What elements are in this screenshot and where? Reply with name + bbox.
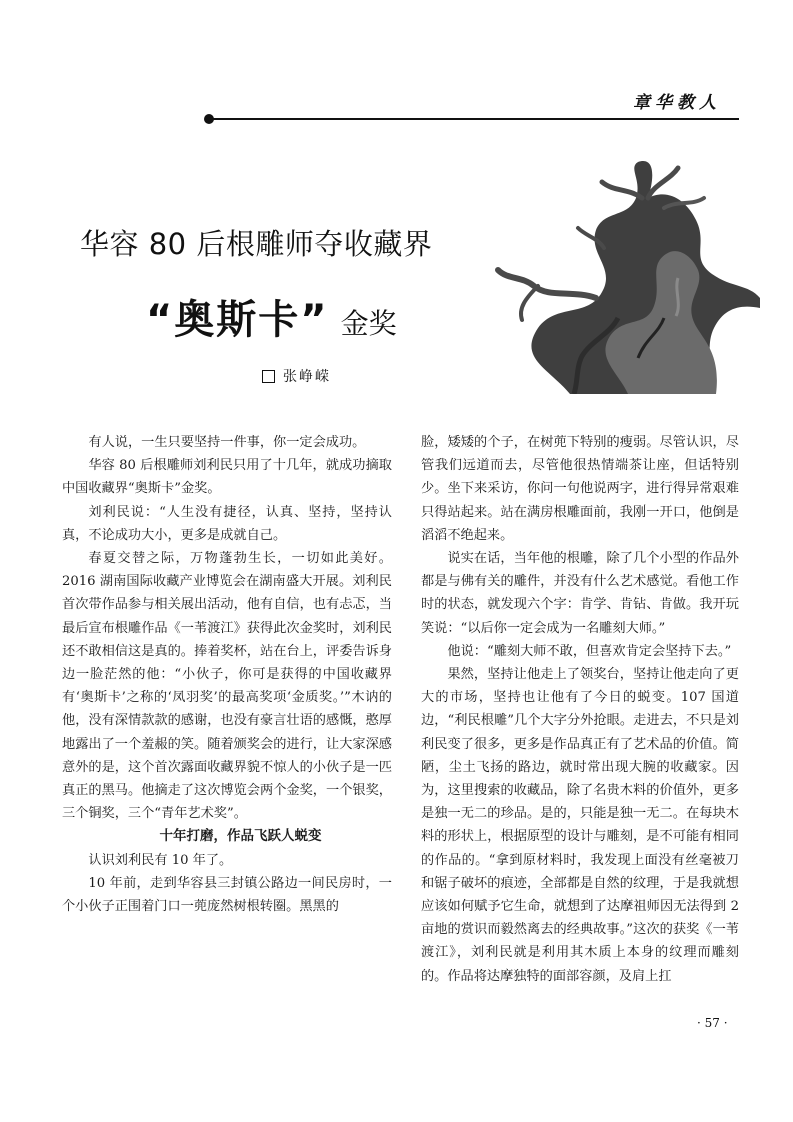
paragraph: 果然，坚持让他走上了领奖台，坚持让他走向了更大的市场，坚持也让他有了今日的蜕变。107 国道边，“利民根雕”几个大字分外抢眼。走进去，不只是刘利民变了很多，更多是作品真正有了艺术品的价值。简陋，尘土飞扬的路边，就时常出现大腕的收藏家。因为，这里搜索的收藏品，除了名贵木料的价值外，更多是独一无二的珍品。是的，只能是独一无二。在每块木料的形状上，根据原型的设计与雕刻，是不可能有相同的作品的。“拿到原材料时，我发现上面没有丝毫被刀和锯子破坏的痕迹，全部都是自然的纹理，于是我就想应该如何赋予它生命，就想到了达摩祖师因无法得到 2 亩地的赏识而毅然离去的经典故事。”这次的获奖《一苇渡江》，刘利民就是利用其木质上本身的纹理而雕刻的。作品将达摩独特的面部容颜，及肩上扛 <box>421 667 739 984</box>
body-column-left <box>62 431 392 918</box>
article-title-suffix: 金奖 <box>340 307 397 340</box>
article-title-line2 <box>146 288 397 345</box>
byline <box>262 366 331 386</box>
body-column-right <box>421 431 739 988</box>
author-name: 张峥嵘 <box>283 369 331 385</box>
paragraph-continuation: 脸，矮矮的个子，在树蔸下特别的瘦弱。尽管认识，尽管我们远道而去，尽管他很热情端茶让座，但话特别少。坐下来采访，你问一句他说两字，进行得异常艰难只得站起来。站在满房根雕面前，我刚一开口，他倒是滔滔不绝起来。 <box>421 435 739 543</box>
square-outline-icon <box>262 370 275 383</box>
paragraph: 认识刘利民有 10 年了。 <box>88 852 233 868</box>
root-carving-photo <box>478 158 760 394</box>
section-title: 章华教人 <box>633 93 721 113</box>
paragraph: 刘利民说：“人生没有捷径，认真、坚持，坚持认真，不论成功大小，更多是成就自己。 <box>62 504 392 543</box>
page-number: · 57 · <box>697 1016 728 1030</box>
paragraph: 春夏交替之际，万物蓬勃生长，一切如此美好。2016 湖南国际收藏产业博览会在湖南盛大开展。刘利民首次带作品参与相关展出活动，他有自信，也有忐忑，当最后宣布根雕作品《一苇渡江》获得此次金奖时，刘利民还不敢相信这是真的。捧着奖杯，站在台上，评委告诉身边一脸茫然的他：“小伙子，你可是获得的中国收藏界有‘奥斯卡’之称的‘凤羽奖’的最高奖项‘金质奖。’”木讷的他，没有深情款款的感谢，也没有豪言壮语的感慨，憨厚地露出了一个羞赧的笑。随着颁奖会的进行，让大家深感意外的是，这个首次露面收藏界貌不惊人的小伙子是一匹真正的黑马。他摘走了这次博览会两个金奖，一个银奖，三个铜奖，三个“青年艺术奖”。 <box>62 551 392 822</box>
article-title-highlight: “奥斯卡” <box>146 297 329 343</box>
article-title-line1: 华容 80 后根雕师夺收藏界 <box>80 227 433 261</box>
paragraph: 华容 80 后根雕师刘利民只用了十几年，就成功摘取中国收藏界“奥斯卡”金奖。 <box>62 458 392 497</box>
paragraph: 说实在话，当年他的根雕，除了几个小型的作品外都是与佛有关的雕件，并没有什么艺术感觉。看他工作时的状态，就发现六个字：肯学、肯钻、肯做。我开玩笑说：“以后你一定会成为一名雕刻大师。” <box>421 551 739 636</box>
paragraph: 有人说，一生只要坚持一件事，你一定会成功。 <box>88 435 366 450</box>
paragraph: 他说：“雕刻大师不敢，但喜欢肯定会坚持下去。” <box>447 643 732 659</box>
header-rule <box>212 118 739 120</box>
section-subheading: 十年打磨，作品飞跃人蜕变 <box>159 828 322 845</box>
paragraph: 10 年前，走到华容县三封镇公路边一间民房时，一个小伙子正围着门口一蔸庞然树根转圈。黑黑的 <box>62 875 392 915</box>
